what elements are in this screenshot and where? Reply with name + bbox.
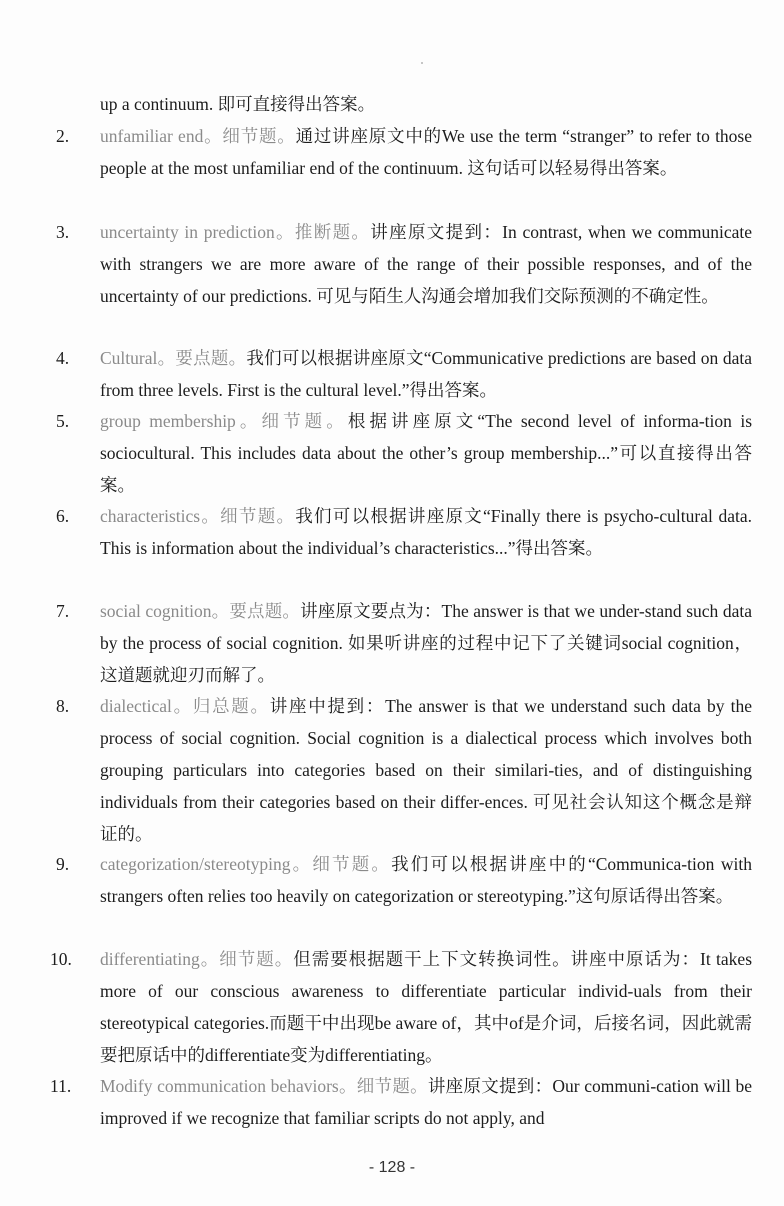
- item-question-type: 要点题。: [175, 348, 247, 368]
- item-explanation: 通过讲座原文中的We use the term “stranger” to refer to those people at the most unfamiliar end of the continuum. 这句话可以轻易得出答案。: [100, 126, 753, 178]
- continuation-paragraph: up a continuum. 即可直接得出答案。: [100, 94, 376, 114]
- item-answer: Modify communication behaviors。: [100, 1076, 357, 1096]
- item-question-type: 细节题。: [219, 949, 294, 969]
- item-question-type: 要点题。: [229, 601, 301, 621]
- item-number: 3.: [56, 222, 70, 242]
- item-answer: social cognition。: [100, 601, 230, 621]
- item-body: [100, 342, 752, 406]
- item-explanation: 讲座原文提到：In contrast, when we communicate with strangers we are more aware of the range of their possible responses, and of the uncertainty of our predictions. 可见与陌生人沟通会增加我们交际预测的不确定性。: [100, 222, 752, 306]
- item-question-type: 细节题。: [312, 854, 392, 874]
- scan-speck: [421, 62, 423, 64]
- item-number: 11.: [50, 1076, 72, 1096]
- item-body: [100, 405, 752, 501]
- item-answer: categorization/stereotyping。: [100, 854, 313, 874]
- item-body: [100, 500, 752, 564]
- item-answer: uncertainty in prediction。: [100, 222, 295, 242]
- item-body: [100, 120, 752, 184]
- item-question-type: 推断题。: [294, 222, 371, 242]
- item-explanation: 根据讲座原文“The second level of informa-tion is sociocultural. This includes data about the other’s group membership...”可以直接得出答案。: [100, 411, 753, 495]
- item-question-type: 细节题。: [261, 411, 348, 431]
- item-answer: differentiating。: [100, 949, 220, 969]
- item-explanation: 我们可以根据讲座原文“Communicative predictions are based on data from three levels. First is the cultural level.”得出答案。: [100, 348, 753, 400]
- item-number: 5.: [56, 411, 70, 431]
- item-body: [100, 848, 752, 912]
- item-question-type: 细节题。: [356, 1076, 428, 1096]
- item-number: 6.: [56, 506, 70, 526]
- item-body: [100, 216, 752, 312]
- item-question-type: 归总题。: [192, 696, 270, 716]
- item-answer: group membership。: [100, 411, 262, 431]
- item-answer: unfamiliar end。: [100, 126, 223, 146]
- item-explanation: 讲座中提到：The answer is that we understand such data by the process of social cognition. Social cognition is a dialectical process which involves both grouping particulars into categories based on their similari-ties, and of distinguishing individuals from their categories based on their differ-ences. 可见社会认知这个概念是辩证的。: [100, 696, 752, 844]
- item-answer: characteristics。: [100, 506, 221, 526]
- item-number: 2.: [56, 126, 70, 146]
- item-number: 8.: [56, 696, 70, 716]
- item-explanation: 我们可以根据讲座原文“Finally there is psycho-cultural data. This is information about the individual’s characteristics...”得出答案。: [100, 506, 753, 558]
- item-explanation: 讲座原文要点为：The answer is that we under-stand such data by the process of social cognition. 如果听讲座的过程中记下了关键词social cognition，这道题就迎刃而解了。: [100, 601, 752, 685]
- page-number: - 128 -: [368, 1159, 416, 1176]
- item-body: [100, 690, 752, 850]
- item-answer: dialectical。: [100, 696, 193, 716]
- item-body: [100, 943, 752, 1071]
- item-question-type: 细节题。: [220, 506, 296, 526]
- item-body: [100, 595, 752, 691]
- item-number: 10.: [50, 949, 72, 969]
- item-answer: Cultural。: [100, 348, 176, 368]
- item-explanation: 但需要根据题干上下文转换词性。讲座中原话为：It takes more of our conscious awareness to differentiate particular individ-uals from their stereotypical categories.而题干中出现be aware of，其中of是介词，后接名词，因此就需要把原话中的differentiate变为differentiating。: [100, 949, 753, 1065]
- item-explanation: 讲座原文提到：Our communi-cation will be improved if we recognize that familiar scripts do not apply, and: [100, 1076, 752, 1128]
- item-number: 9.: [56, 854, 70, 874]
- item-body: [100, 1070, 752, 1134]
- item-number: 4.: [56, 348, 70, 368]
- item-number: 7.: [56, 601, 70, 621]
- item-explanation: 我们可以根据讲座中的“Communica-tion with strangers often relies too heavily on categorization or stereotyping.”这句原话得出答案。: [100, 854, 753, 906]
- item-question-type: 细节题。: [222, 126, 296, 146]
